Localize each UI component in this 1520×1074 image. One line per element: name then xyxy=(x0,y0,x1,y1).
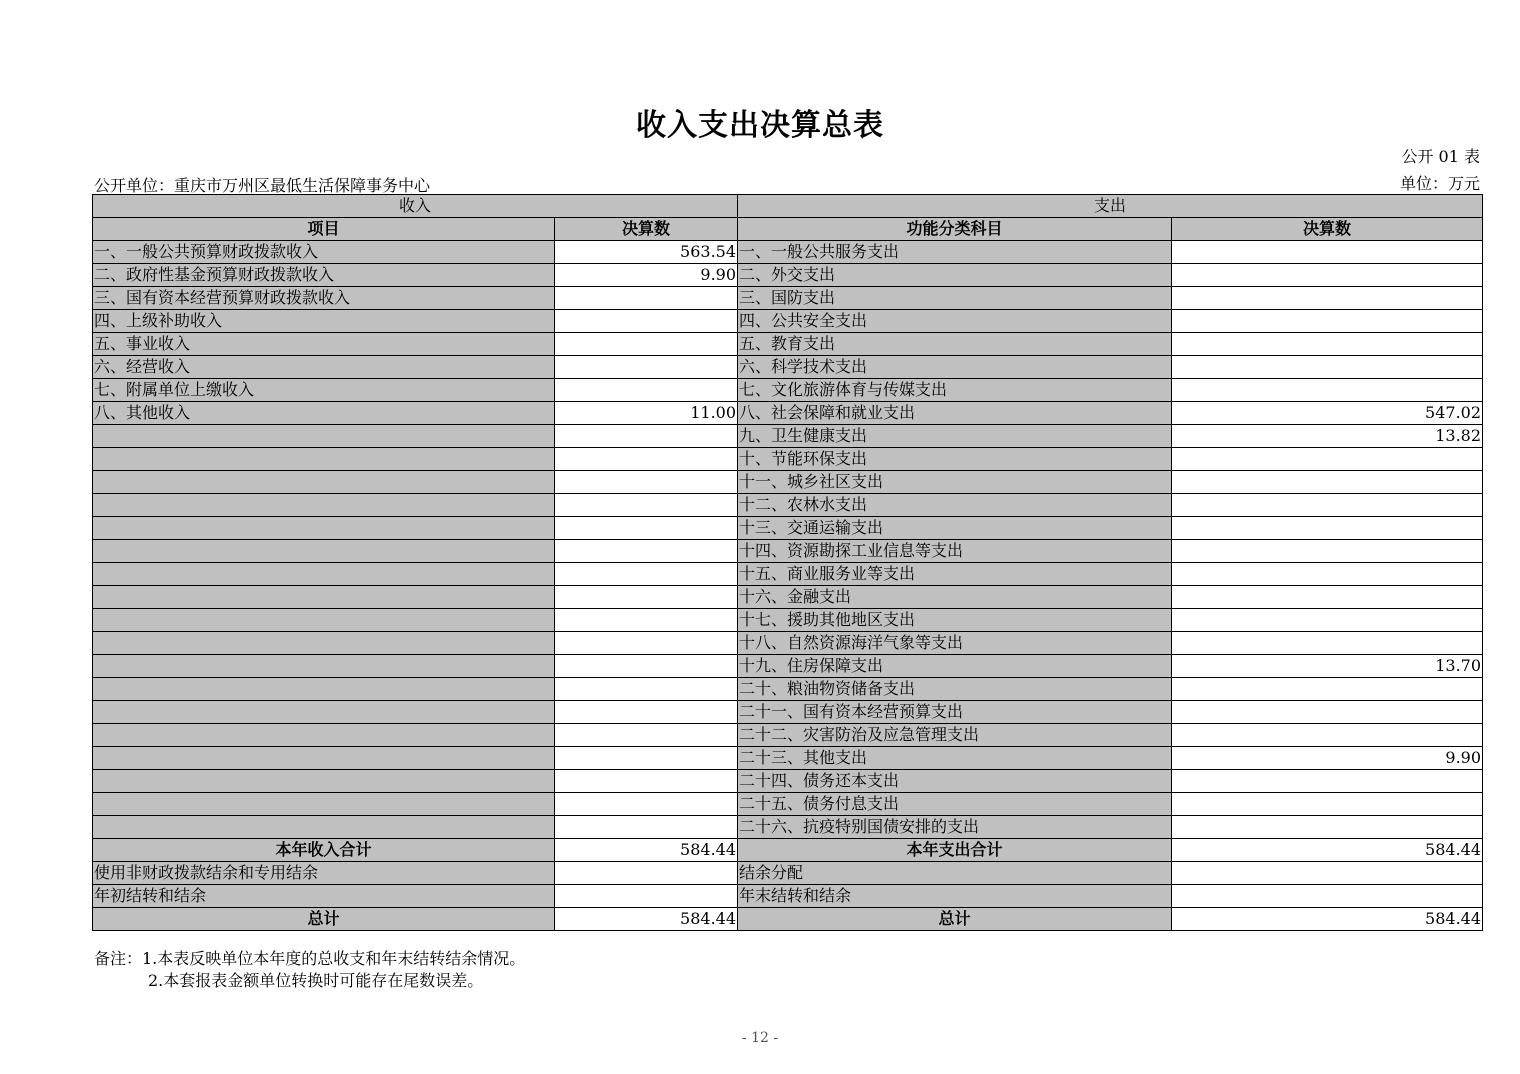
expense-item: 十四、资源勘探工业信息等支出 xyxy=(738,540,1172,563)
expense-amount xyxy=(1172,494,1483,517)
expense-amount xyxy=(1172,770,1483,793)
expense-item: 二十三、其他支出 xyxy=(738,747,1172,770)
expense-amount xyxy=(1172,264,1483,287)
income-item: 使用非财政拨款结余和专用结余 xyxy=(93,862,555,885)
expense-amount xyxy=(1172,471,1483,494)
income-amount: 11.00 xyxy=(555,402,738,425)
income-amount xyxy=(555,517,738,540)
expense-amount: 13.82 xyxy=(1172,425,1483,448)
expense-item: 十二、农林水支出 xyxy=(738,494,1172,517)
income-total-amount: 584.44 xyxy=(555,908,738,931)
subtotal-row xyxy=(93,839,1483,862)
table-row xyxy=(93,563,1483,586)
income-item xyxy=(93,586,555,609)
income-item-header: 项目 xyxy=(93,218,555,241)
note-line-2: 2.本套报表金额单位转换时可能存在尾数误差。 xyxy=(148,971,484,990)
income-subtotal-amount: 584.44 xyxy=(555,839,738,862)
table-row xyxy=(93,793,1483,816)
income-amount: 9.90 xyxy=(555,264,738,287)
table-row xyxy=(93,632,1483,655)
income-item: 六、经营收入 xyxy=(93,356,555,379)
income-amount xyxy=(555,471,738,494)
expense-amount xyxy=(1172,241,1483,264)
expense-item: 十八、自然资源海洋气象等支出 xyxy=(738,632,1172,655)
expense-amount xyxy=(1172,816,1483,839)
expense-amount xyxy=(1172,793,1483,816)
page-number: - 12 - xyxy=(741,1030,779,1046)
income-amount xyxy=(555,379,738,402)
expense-item: 二十六、抗疫特别国债安排的支出 xyxy=(738,816,1172,839)
expense-group-header: 支出 xyxy=(738,195,1483,218)
income-amount xyxy=(555,310,738,333)
expense-amount xyxy=(1172,586,1483,609)
group-header-row xyxy=(93,195,1483,218)
income-amount xyxy=(555,701,738,724)
income-amount xyxy=(555,655,738,678)
table-row xyxy=(93,862,1483,885)
table-row xyxy=(93,678,1483,701)
expense-item: 二十一、国有资本经营预算支出 xyxy=(738,701,1172,724)
income-amount xyxy=(555,333,738,356)
income-amount xyxy=(555,816,738,839)
income-item: 七、附属单位上缴收入 xyxy=(93,379,555,402)
table-row xyxy=(93,310,1483,333)
table-row xyxy=(93,747,1483,770)
income-item xyxy=(93,425,555,448)
income-item xyxy=(93,448,555,471)
income-item xyxy=(93,655,555,678)
income-item: 八、其他收入 xyxy=(93,402,555,425)
income-item xyxy=(93,517,555,540)
income-amount-header: 决算数 xyxy=(555,218,738,241)
table-row xyxy=(93,471,1483,494)
income-item xyxy=(93,701,555,724)
income-item xyxy=(93,747,555,770)
income-amount xyxy=(555,609,738,632)
income-amount xyxy=(555,494,738,517)
expense-subtotal-amount: 584.44 xyxy=(1172,839,1483,862)
expense-item: 结余分配 xyxy=(738,862,1172,885)
expense-amount xyxy=(1172,287,1483,310)
expense-amount xyxy=(1172,333,1483,356)
table-row xyxy=(93,402,1483,425)
reporting-unit: 公开单位：重庆市万州区最低生活保障事务中心 xyxy=(94,176,431,195)
table-footer xyxy=(93,839,1483,931)
income-amount xyxy=(555,586,738,609)
income-item xyxy=(93,724,555,747)
income-amount xyxy=(555,632,738,655)
table-row xyxy=(93,241,1483,264)
income-amount xyxy=(555,425,738,448)
table-row xyxy=(93,425,1483,448)
expense-item: 二十、粮油物资储备支出 xyxy=(738,678,1172,701)
expense-amount: 9.90 xyxy=(1172,747,1483,770)
expense-item: 十六、金融支出 xyxy=(738,586,1172,609)
income-item xyxy=(93,816,555,839)
expense-amount xyxy=(1172,379,1483,402)
expense-amount xyxy=(1172,885,1483,908)
income-item: 四、上级补助收入 xyxy=(93,310,555,333)
table-row xyxy=(93,379,1483,402)
income-amount xyxy=(555,793,738,816)
expense-amount xyxy=(1172,540,1483,563)
income-amount xyxy=(555,356,738,379)
page-title: 收入支出决算总表 xyxy=(636,108,884,143)
expense-amount xyxy=(1172,563,1483,586)
income-item: 五、事业收入 xyxy=(93,333,555,356)
table-row xyxy=(93,333,1483,356)
expense-amount xyxy=(1172,632,1483,655)
income-amount xyxy=(555,287,738,310)
expense-amount: 547.02 xyxy=(1172,402,1483,425)
expense-item: 十一、城乡社区支出 xyxy=(738,471,1172,494)
income-item xyxy=(93,793,555,816)
table-row xyxy=(93,885,1483,908)
income-item xyxy=(93,632,555,655)
income-amount xyxy=(555,724,738,747)
table-row xyxy=(93,540,1483,563)
income-item xyxy=(93,540,555,563)
expense-item: 二十二、灾害防治及应急管理支出 xyxy=(738,724,1172,747)
currency-unit: 单位：万元 xyxy=(1399,174,1480,193)
income-group-header: 收入 xyxy=(93,195,738,218)
expense-subtotal-label: 本年支出合计 xyxy=(738,839,1172,862)
table-row xyxy=(93,701,1483,724)
expense-item: 三、国防支出 xyxy=(738,287,1172,310)
income-subtotal-label: 本年收入合计 xyxy=(93,839,555,862)
expense-total-amount: 584.44 xyxy=(1172,908,1483,931)
table-row xyxy=(93,586,1483,609)
income-item xyxy=(93,678,555,701)
income-amount xyxy=(555,770,738,793)
expense-amount xyxy=(1172,609,1483,632)
income-amount xyxy=(555,747,738,770)
expense-amount-header: 决算数 xyxy=(1172,218,1483,241)
income-amount xyxy=(555,678,738,701)
table-row xyxy=(93,494,1483,517)
expense-item: 一、一般公共服务支出 xyxy=(738,241,1172,264)
expense-amount xyxy=(1172,678,1483,701)
expense-item: 年末结转和结余 xyxy=(738,885,1172,908)
expense-item: 十五、商业服务业等支出 xyxy=(738,563,1172,586)
expense-item: 二十四、债务还本支出 xyxy=(738,770,1172,793)
column-header-row xyxy=(93,218,1483,241)
expense-item: 四、公共安全支出 xyxy=(738,310,1172,333)
income-amount xyxy=(555,862,738,885)
income-amount xyxy=(555,885,738,908)
expense-item: 十三、交通运输支出 xyxy=(738,517,1172,540)
income-expense-table xyxy=(92,194,1483,931)
expense-amount xyxy=(1172,724,1483,747)
expense-amount xyxy=(1172,448,1483,471)
expense-item: 八、社会保障和就业支出 xyxy=(738,402,1172,425)
expense-amount: 13.70 xyxy=(1172,655,1483,678)
expense-item: 六、科学技术支出 xyxy=(738,356,1172,379)
expense-item: 七、文化旅游体育与传媒支出 xyxy=(738,379,1172,402)
note-line-1: 备注：1.本表反映单位本年度的总收支和年末结转结余情况。 xyxy=(94,949,526,968)
income-item: 三、国有资本经营预算财政拨款收入 xyxy=(93,287,555,310)
income-item: 年初结转和结余 xyxy=(93,885,555,908)
income-item xyxy=(93,770,555,793)
expense-item: 九、卫生健康支出 xyxy=(738,425,1172,448)
expense-amount xyxy=(1172,356,1483,379)
income-item xyxy=(93,494,555,517)
expense-item: 五、教育支出 xyxy=(738,333,1172,356)
table-row xyxy=(93,770,1483,793)
table-row xyxy=(93,448,1483,471)
income-item: 一、一般公共预算财政拨款收入 xyxy=(93,241,555,264)
table-row xyxy=(93,655,1483,678)
expense-item: 十、节能环保支出 xyxy=(738,448,1172,471)
expense-item: 十九、住房保障支出 xyxy=(738,655,1172,678)
table-row xyxy=(93,287,1483,310)
table-row xyxy=(93,356,1483,379)
table-row xyxy=(93,724,1483,747)
table-row xyxy=(93,816,1483,839)
income-total-label: 总计 xyxy=(93,908,555,931)
income-amount xyxy=(555,563,738,586)
expense-item-header: 功能分类科目 xyxy=(738,218,1172,241)
expense-amount xyxy=(1172,701,1483,724)
expense-amount xyxy=(1172,517,1483,540)
expense-total-label: 总计 xyxy=(738,908,1172,931)
income-item: 二、政府性基金预算财政拨款收入 xyxy=(93,264,555,287)
expense-item: 二十五、债务付息支出 xyxy=(738,793,1172,816)
form-code: 公开 01 表 xyxy=(1401,147,1480,166)
table-body xyxy=(93,195,1483,839)
table-row xyxy=(93,517,1483,540)
table-row xyxy=(93,609,1483,632)
table-row xyxy=(93,264,1483,287)
expense-amount xyxy=(1172,862,1483,885)
income-amount xyxy=(555,448,738,471)
income-amount xyxy=(555,540,738,563)
income-item xyxy=(93,563,555,586)
expense-amount xyxy=(1172,310,1483,333)
income-amount: 563.54 xyxy=(555,241,738,264)
expense-item: 二、外交支出 xyxy=(738,264,1172,287)
income-item xyxy=(93,609,555,632)
expense-item: 十七、援助其他地区支出 xyxy=(738,609,1172,632)
income-item xyxy=(93,471,555,494)
total-row xyxy=(93,908,1483,931)
notes xyxy=(94,948,525,992)
